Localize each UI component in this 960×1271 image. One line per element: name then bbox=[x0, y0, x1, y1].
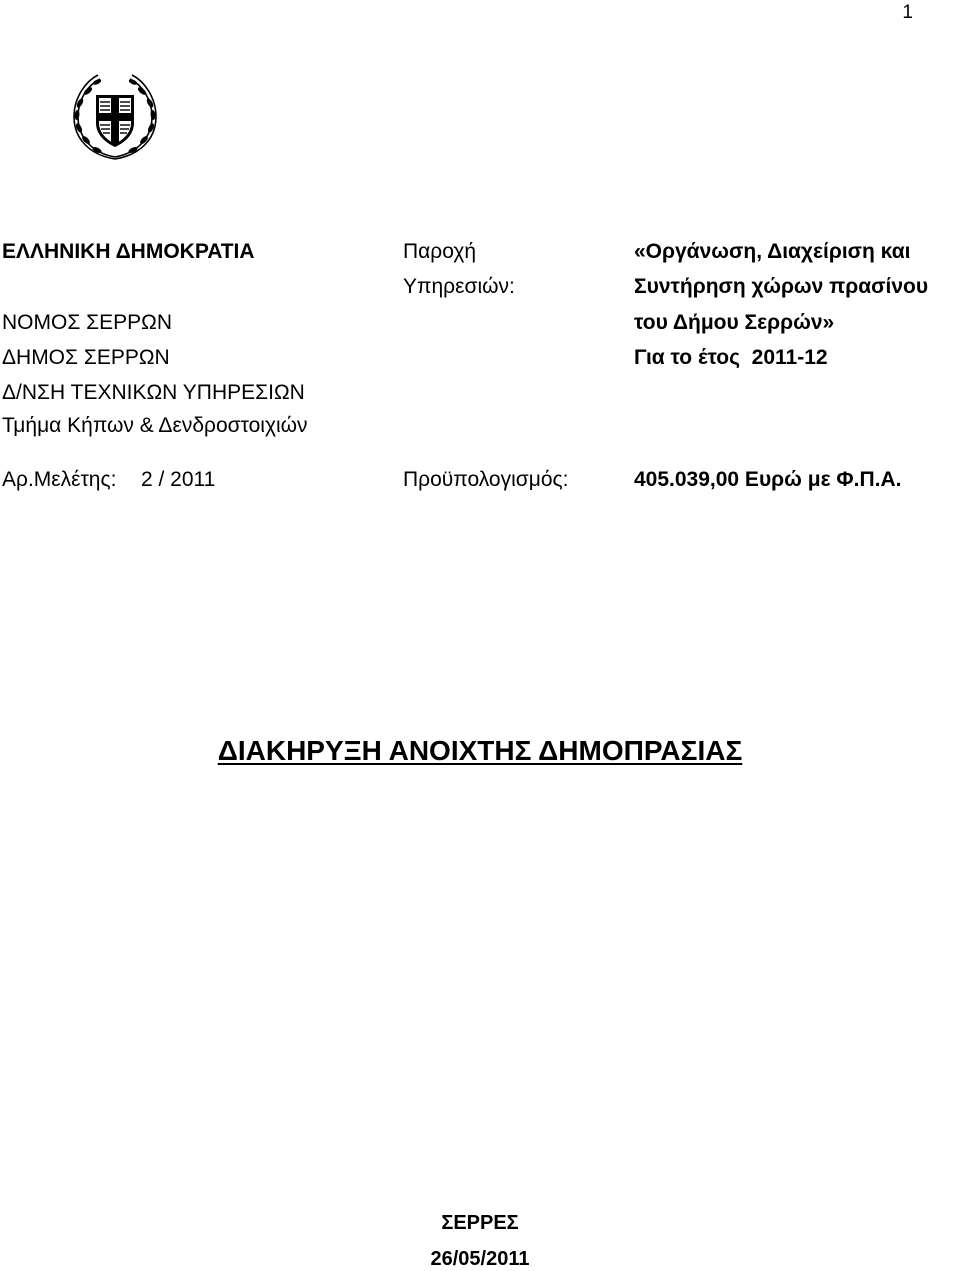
budget-value: 405.039,00 Ευρώ με Φ.Π.Α. bbox=[634, 468, 902, 491]
footer-date: 26/05/2011 bbox=[430, 1248, 530, 1270]
directorate-label: Δ/ΝΣΗ ΤΕΧΝΙΚΩΝ ΥΠΗΡΕΣΙΩΝ bbox=[2, 381, 305, 404]
footer-city: ΣΕΡΡΕΣ bbox=[441, 1212, 519, 1234]
service-label-line1: Παροχή bbox=[403, 240, 477, 263]
prefecture-label: ΝΟΜΟΣ ΣΕΡΡΩΝ bbox=[2, 311, 173, 334]
page-number: 1 bbox=[902, 2, 913, 23]
service-title-line2: Συντήρηση χώρων πρασίνου bbox=[634, 275, 929, 298]
service-title-line3: του Δήμου Σερρών» bbox=[634, 311, 835, 334]
study-number-value: 2 / 2011 bbox=[141, 468, 216, 491]
department-label: Τμήμα Κήπων & Δενδροστοιχιών bbox=[2, 414, 308, 437]
service-label-line2: Υπηρεσιών: bbox=[403, 275, 515, 298]
republic-label: ΕΛΛΗΝΙΚΗ ΔΗΜΟΚΡΑΤΙΑ bbox=[2, 240, 255, 263]
greek-coat-of-arms-icon bbox=[70, 73, 160, 161]
service-year: Για το έτος 2011-12 bbox=[634, 346, 828, 369]
municipality-label: ΔΗΜΟΣ ΣΕΡΡΩΝ bbox=[2, 346, 170, 369]
service-title-line1: «Οργάνωση, Διαχείριση και bbox=[634, 240, 911, 263]
budget-label: Προϋπολογισμός: bbox=[403, 468, 569, 491]
document-heading: ΔΙΑΚΗΡΥΞΗ ΑΝΟΙΧΤΗΣ ΔΗΜΟΠΡΑΣΙΑΣ bbox=[217, 735, 743, 766]
study-number-label: Αρ.Μελέτης: bbox=[2, 468, 117, 491]
